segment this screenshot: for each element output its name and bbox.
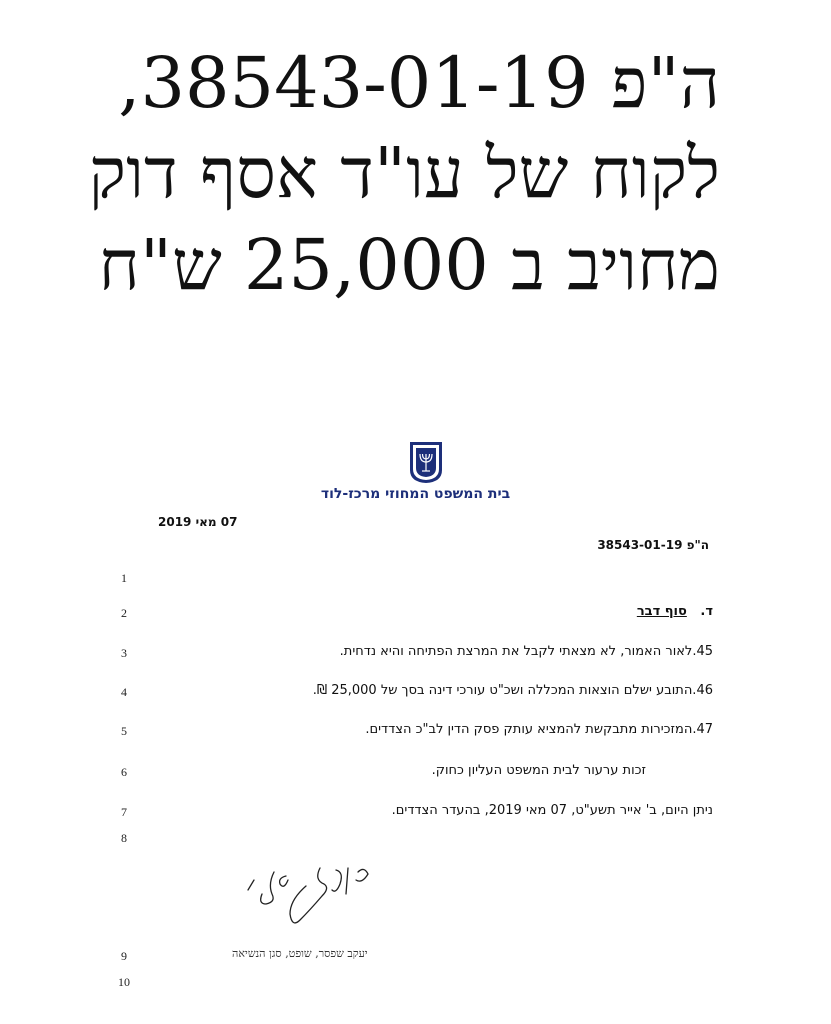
signer-name: יעקב שפסר, שופט, סגן הנשיאה xyxy=(232,947,368,960)
line-number: 1 xyxy=(121,571,127,585)
line-number: 6 xyxy=(121,765,127,779)
court-document xyxy=(0,420,831,1024)
line-number: 3 xyxy=(121,646,127,660)
section-letter: ד. xyxy=(700,604,713,619)
headline-line-2: לקוח של עו"ד אסף דוק xyxy=(88,132,720,214)
line-number: 4 xyxy=(121,685,127,699)
line-number: 5 xyxy=(121,724,127,738)
given-statement: ניתן היום, ב' אייר תשע"ט, 07 מאי 2019, בהעדר הצדדים. xyxy=(391,803,713,818)
document-date: 07 מאי 2019 xyxy=(158,515,238,529)
line-number: 2 xyxy=(121,606,127,620)
handwritten-signature xyxy=(240,850,380,940)
section-heading xyxy=(637,604,713,619)
line-number: 8 xyxy=(121,831,127,845)
appeal-notice: זכות ערעור לבית המשפט העליון כחוק. xyxy=(431,763,646,778)
headline-line-3: מחויב ב 25,000 ש"ח xyxy=(98,224,720,306)
case-reference: ה"פ 38543-01-19 xyxy=(597,538,709,552)
paragraph-45: 45.לאור האמור, לא מצאתי לקבל את המרצת הפתיחה והיא נדחית. xyxy=(339,644,713,659)
israel-emblem-icon xyxy=(408,440,444,484)
paragraph-46: 46.התובע ישלם הוצאות המכללה ושכ"ט עורכי דינה בסך של 25,000 ₪. xyxy=(312,683,713,698)
line-number: 10 xyxy=(118,975,130,989)
line-number: 9 xyxy=(121,949,127,963)
paragraph-47: 47.המזכירות מתבקשת להמציא עותק פסק הדין לב"כ הצדדים. xyxy=(365,722,713,737)
section-title: סוף דבר xyxy=(636,604,687,619)
headline-line-1: ה"פ 38543-01-19, xyxy=(118,42,720,124)
line-number: 7 xyxy=(121,805,127,819)
court-name: בית המשפט המחוזי מרכז-לוד xyxy=(320,486,511,502)
